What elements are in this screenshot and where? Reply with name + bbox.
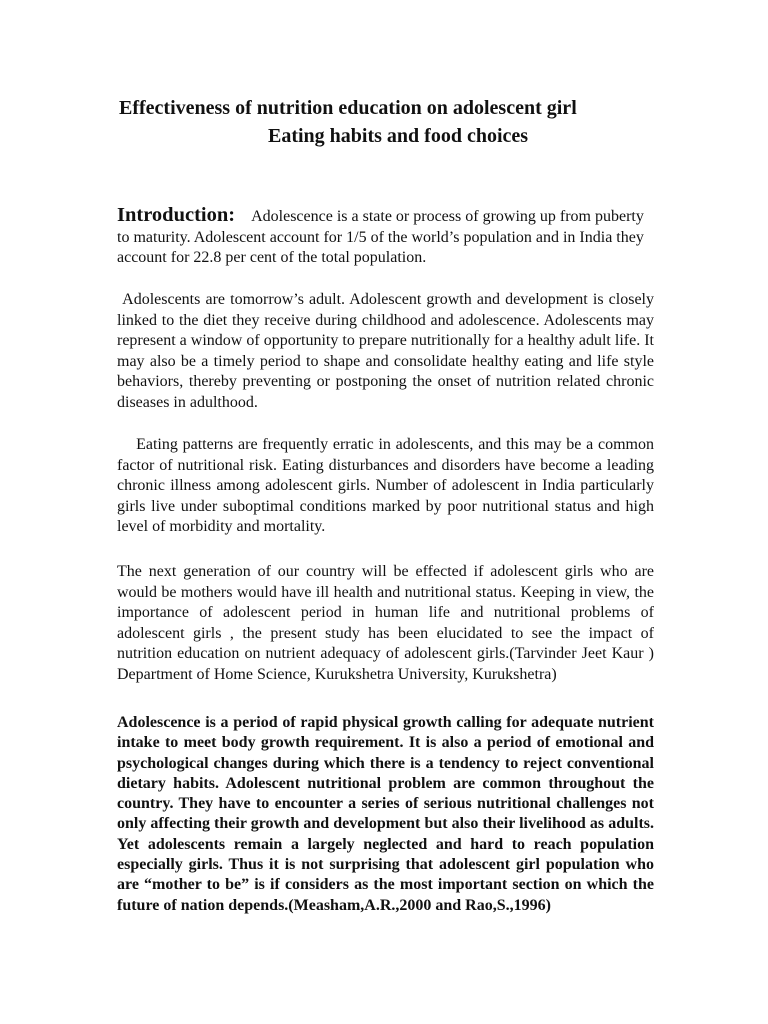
body-paragraph-3 — [117, 435, 654, 538]
body-paragraph-4: The next generation of our country will be effected if adolescent girls who are would be mothers would have ill health and nutritional status. Keeping in view, the importance of adolescent period in human life and nutritional problems of adolescent girls , the present study has been elucidated to see the impact of nutrition education on nutrient adequacy of adolescent girls.(Tarvinder Jeet Kaur ) Department of Home Science, Kurukshetra University, Kurukshetra) — [117, 563, 654, 683]
document-title-line-1: Effectiveness of nutrition education on adolescent girl — [119, 97, 577, 119]
document-title-line-2: Eating habits and food choices — [268, 125, 529, 147]
paragraph-3-text: Eating patterns are frequently erratic in adolescents, and this may be a common factor of nutritional risk. Eating disturbances and disorders have become a leading chronic illness among adolescent girls. Number of adolescent in India particularly girls live under suboptimal conditions marked by poor nutritional status and high level of morbidity and mortality. — [117, 436, 655, 536]
paragraph-2-text: Adolescents are tomorrow’s adult. Adolescent growth and development is closely linked to the diet they receive during childhood and adolescence. Adolescents may represent a window of opportunity to prepare nutritionally for a healthy adult life. It may also be a timely period to shape and consolidate healthy eating and life style behaviors, thereby preventing or postponing the onset of nutrition related chronic diseases in adulthood. — [117, 291, 655, 411]
introduction-paragraph — [117, 205, 654, 269]
body-paragraph-5: Adolescence is a period of rapid physical growth calling for adequate nutrient intake to meet body growth requirement. It is also a period of emotional and psychological changes during which there is a tendency to reject conventional dietary habits. Adolescent nutritional problem are common throughout the country. They have to encounter a series of serious nutritional challenges not only affecting their growth and development but also their livelihood as adults. Yet adolescents remain a largely neglected and hard to reach population especially girls. Thus it is not surprising that adolescent girl population who are “mother to be” is if considers as the most important section on which the future of nation depends.(Measham,A.R.,2000 and Rao,S.,1996) — [117, 714, 654, 914]
introduction-heading: Introduction: — [117, 204, 236, 226]
body-paragraph-2 — [117, 290, 654, 414]
introduction-text: Adolescence is a state or process of growing up from puberty to maturity. Adolescent account for 1/5 of the world’s population and in India they account for 22.8 per cent of the total population. — [117, 208, 644, 267]
